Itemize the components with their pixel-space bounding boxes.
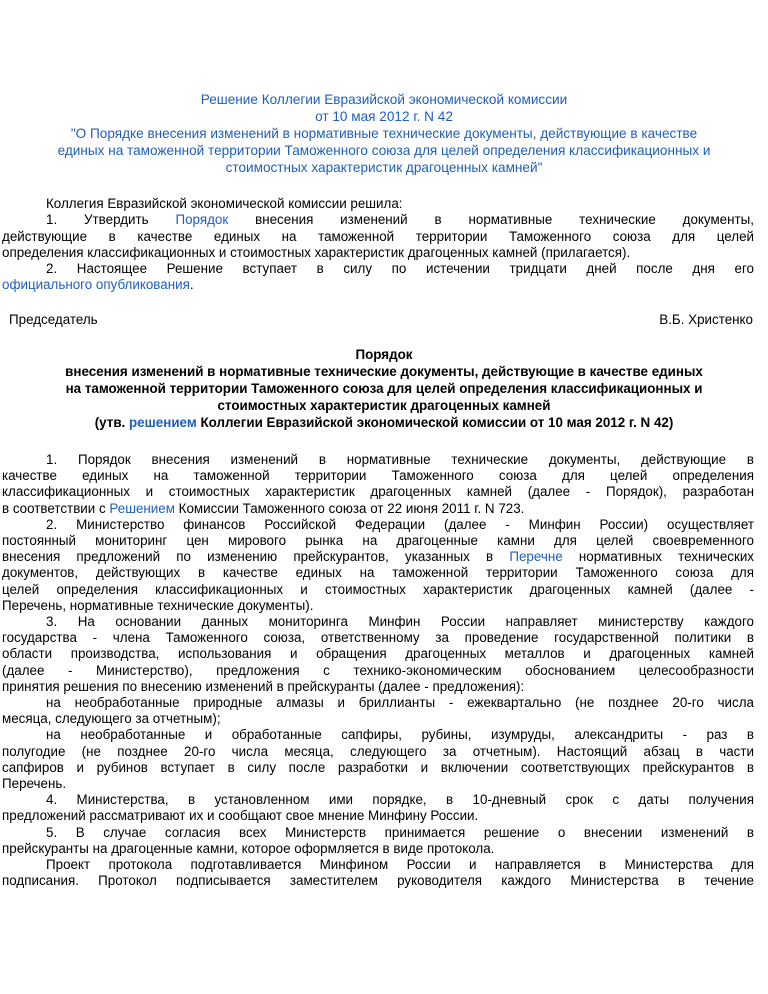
paragraph-line: (далее - Министерство), предложения с технико-экономическим обоснованием целесообразности <box>2 662 754 678</box>
paragraph-line: прейскуранты на драгоценные камни, которое оформляется в виде протокола. <box>2 840 495 856</box>
paragraph-text: внесения предложений по изменению прейскурантов, указанных в <box>2 549 510 565</box>
signature-name: В.Б. Христенко <box>659 312 753 327</box>
procedure-link[interactable]: Порядок <box>175 212 229 228</box>
intro-line: определения классификационных и стоимостных характеристик драгоценных камней (прилагается). <box>2 244 631 260</box>
paragraph-line: месяца, следующего за отчетным); <box>2 711 221 727</box>
paragraph-line: постоянный мониторинг цен мирового рынка на драгоценные камни для целей своевременного <box>2 533 754 549</box>
paragraph-line: 4. Министерства, в установленном ими порядке, в 10-дневный срок с даты получения <box>46 792 754 808</box>
approval-text: (утв. <box>94 415 129 430</box>
intro-line: действующие в качестве единых на таможенной территории Таможенного союза для целей <box>2 228 754 244</box>
paragraph-line <box>2 549 754 565</box>
paragraph-line: документов, действующих в качестве единых на таможенной территории Таможенного союза для <box>2 565 754 581</box>
paragraph-line: целей определения классификационных и стоимостных характеристик драгоценных камней (далее - <box>2 581 754 597</box>
header-line-3: "О Порядке внесения изменений в нормативные технические документы, действующие в качестве <box>70 126 698 141</box>
paragraph-line: на необработанные и обработанные сапфиры, рубины, изумруды, александриты - раз в <box>46 727 754 743</box>
procedure-approval-line <box>0 414 768 431</box>
intro-text: внесения изменений в нормативные технические документы, <box>228 212 754 228</box>
paragraph-line: сапфиров и рубинов вступает в силу после разработки и включении соответствующих прейскурантов в <box>2 759 754 775</box>
paragraph-line: 3. На основании данных мониторинга Минфин России направляет министерству каждого <box>46 614 754 630</box>
header-line-5: стоимостных характеристик драгоценных камней" <box>225 160 543 175</box>
paragraph-line: Проект протокола подготавливается Минфином России и направляется в Министерства для <box>46 857 754 873</box>
procedure-title: Порядок <box>355 347 413 362</box>
paragraph-line: предложений рассматривают их и сообщают свое мнение Минфину России. <box>2 808 479 824</box>
header-line-2: от 10 мая 2012 г. N 42 <box>315 109 453 124</box>
approval-text: Коллегии Евразийской экономической комиссии от 10 мая 2012 г. N 42) <box>196 415 674 430</box>
paragraph-line: на необработанные природные алмазы и бриллианты - ежеквартально (не позднее 20-го числа <box>46 695 754 711</box>
customs-decision-link[interactable]: Решением <box>109 500 175 516</box>
paragraph-text: в соответствии с <box>2 500 110 516</box>
intro-item-2: 2. Настоящее Решение вступает в силу по истечении тридцати дней после дня его <box>46 261 754 277</box>
intro-text: . <box>189 277 194 293</box>
paragraph-line: государства - члена Таможенного союза, ответственному за проведение государственной политики в <box>2 630 754 646</box>
paragraph-line: качестве единых на таможенной территории Таможенного союза для целей определения <box>2 468 754 484</box>
decision-link[interactable]: решением <box>129 415 197 430</box>
paragraph-line: подписания. Протокол подписывается заместителем руководителя каждого Министерства в течение <box>2 873 754 889</box>
signature-block <box>9 312 753 327</box>
procedure-subtitle-line: стоимостных характеристик драгоценных камней <box>217 398 551 413</box>
paragraph-line: области производства, использования и обращения драгоценных металлов и драгоценных камней <box>2 646 754 662</box>
official-publication-link[interactable]: официального опубликования <box>2 277 190 293</box>
paragraph-line: 5. В случае согласия всех Министерств принимается решение о внесении изменений в <box>46 824 754 840</box>
procedure-title-block <box>0 346 768 431</box>
paragraph-line: принятия решения по внесению изменений в прейскуранты (далее - предложения): <box>2 678 525 694</box>
document-header <box>0 91 768 176</box>
paragraph-line: 2. Министерство финансов Российской Федерации (далее - Минфин России) осуществляет <box>46 516 754 532</box>
procedure-text <box>2 452 754 889</box>
paragraph-line: Перечень, нормативные технические документы). <box>2 597 314 613</box>
paragraph-line: классификационных и стоимостных характеристик драгоценных камней (далее - Порядок), разработан <box>2 484 754 500</box>
paragraph-text: Комиссии Таможенного союза от 22 июня 2011 г. N 723. <box>174 500 525 516</box>
intro-text: 1. Утвердить <box>46 212 176 228</box>
header-line-4: единых на таможенной территории Таможенного союза для целей определения классификационных и <box>57 143 711 158</box>
intro-item-1 <box>2 212 754 228</box>
procedure-subtitle-line: внесения изменений в нормативные технические документы, действующие в качестве единых <box>65 364 703 379</box>
paragraph-line: 1. Порядок внесения изменений в нормативные технические документы, действующие в <box>46 452 754 467</box>
decision-text <box>2 196 754 294</box>
intro-line <box>2 277 754 293</box>
procedure-subtitle-line: на таможенной территории Таможенного союза для целей определения классификационных и <box>65 381 703 396</box>
paragraph-line: полугодие (не позднее 20-го числа месяца, следующего за отчетным). Настоящий абзац в части <box>2 743 754 759</box>
signature-role: Председатель <box>9 312 98 327</box>
paragraph-line: Перечень. <box>2 776 67 792</box>
intro-line: Коллегия Евразийской экономической комиссии решила: <box>46 196 403 211</box>
paragraph-text: нормативных технических <box>562 549 754 565</box>
list-link[interactable]: Перечне <box>509 549 563 565</box>
header-line-1: Решение Коллегии Евразийской экономической комиссии <box>200 92 568 107</box>
paragraph-line <box>2 501 754 517</box>
